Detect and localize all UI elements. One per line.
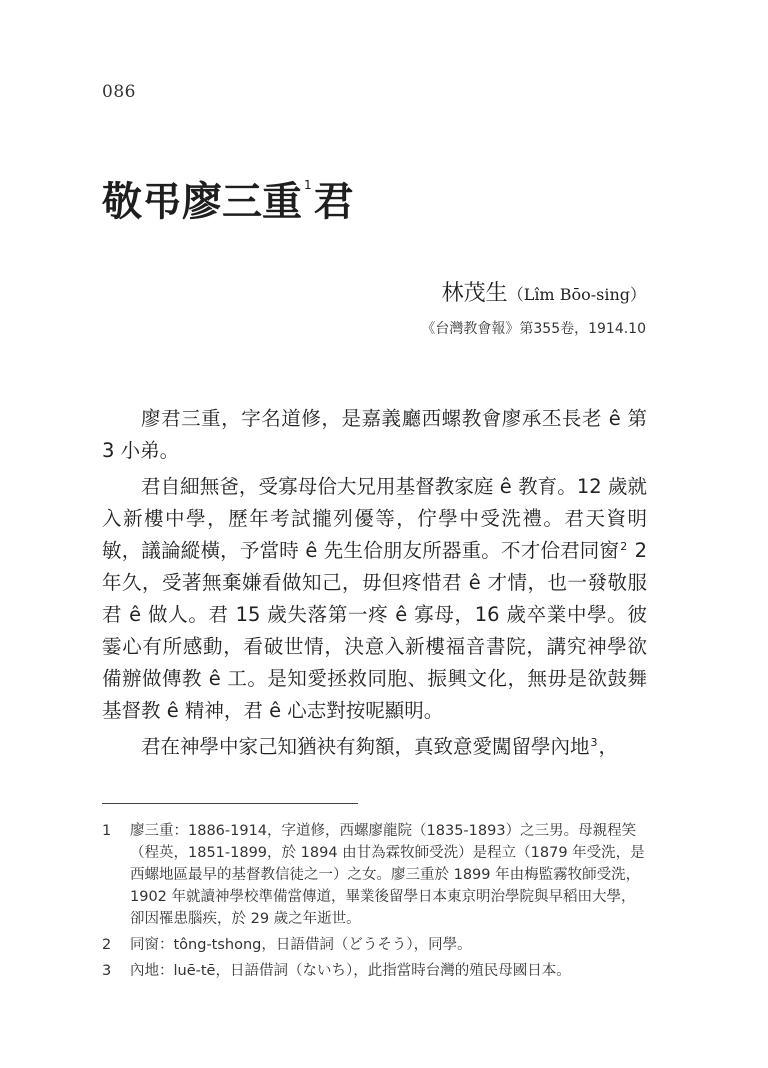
footnote-text: 廖三重：1886-1914，字道修，西螺廖龍院（1835-1893）之三男。母親程笑（程英，1851-1899，於 1894 由甘為霖牧師受洗）是程立（1879 年受洗，是西螺地區最早的基督教信徒之一）之女。廖三重於 1899 年由梅監霧牧師受洗，1902 年就讀神學校準備當傳道，畢業後留學日本東京明治學院與早稻田大學，卻因罹患腦疾，於 29 歲之年逝世。	[130, 823, 645, 927]
source-citation: 《台灣教會報》第355卷，1914.10	[421, 321, 646, 337]
author-line	[442, 276, 646, 307]
paragraph-3	[102, 731, 647, 763]
footnote-ref-2[interactable]: 2	[620, 540, 628, 553]
footnotes	[102, 820, 647, 986]
title-main: 敬弔廖三重	[102, 179, 302, 225]
footnote-number: 3	[102, 963, 112, 979]
paragraph-3-part-b: ，	[598, 735, 619, 758]
footnote-number: 2	[102, 937, 112, 953]
footnote-item	[102, 820, 647, 930]
paragraph-3-part-a: 君在神學中家己知猶袂有夠額，真致意愛闖留學內地	[141, 735, 590, 758]
footnote-divider	[102, 803, 358, 804]
footnote-number: 1	[102, 823, 112, 839]
footnote-text: 內地：luē-tē，日語借詞（ないち），此指當時台灣的殖民母國日本。	[130, 963, 571, 979]
paragraph-2-part-a: 君自細無爸，受寡母佮大兄用基督教家庭 ê 教育。12 歲就入新樓中學，歷年考試攏列優等，佇學中受洗禮。君天資明敏，議論縱橫，予當時 ê 先生佮朋友所器重。不才佮君同窗	[102, 475, 647, 562]
page-number: 086	[102, 82, 136, 102]
author-name: 林茂生	[441, 281, 508, 306]
paragraph-2-part-b: 2 年久，受著無棄嫌看做知己，毋但疼惜君 ê 才情，也一發敬服君 ê 做人。君 15 歲失落第一疼 ê 寡母，16 歲卒業中學。彼霎心有所感動，看破世情，決意入新樓福音書院，講究神學欲備辦做傳教 ê 工。是知愛拯救同胞、振興文化，無毋是欲鼓舞基督教 ê 精神，君 ê 心志對按呢顯明。	[102, 539, 647, 722]
footnote-text: 同窗：tông-tshong，日語借詞（どうそう），同學。	[130, 937, 472, 953]
footnote-item	[102, 960, 647, 982]
footnote-item	[102, 934, 647, 956]
footnote-ref-1[interactable]: 1	[304, 178, 312, 192]
author-romanized: （Lîm Bōo-sing）	[507, 285, 646, 304]
title-suffix: 君	[313, 179, 354, 225]
paragraph-2	[102, 471, 647, 727]
article-body	[102, 403, 647, 767]
footnote-ref-3[interactable]: 3	[590, 736, 598, 749]
paragraph-1: 廖君三重，字名道修，是嘉義廳西螺教會廖承丕長老 ê 第 3 小弟。	[102, 407, 647, 462]
page-title	[102, 170, 354, 227]
